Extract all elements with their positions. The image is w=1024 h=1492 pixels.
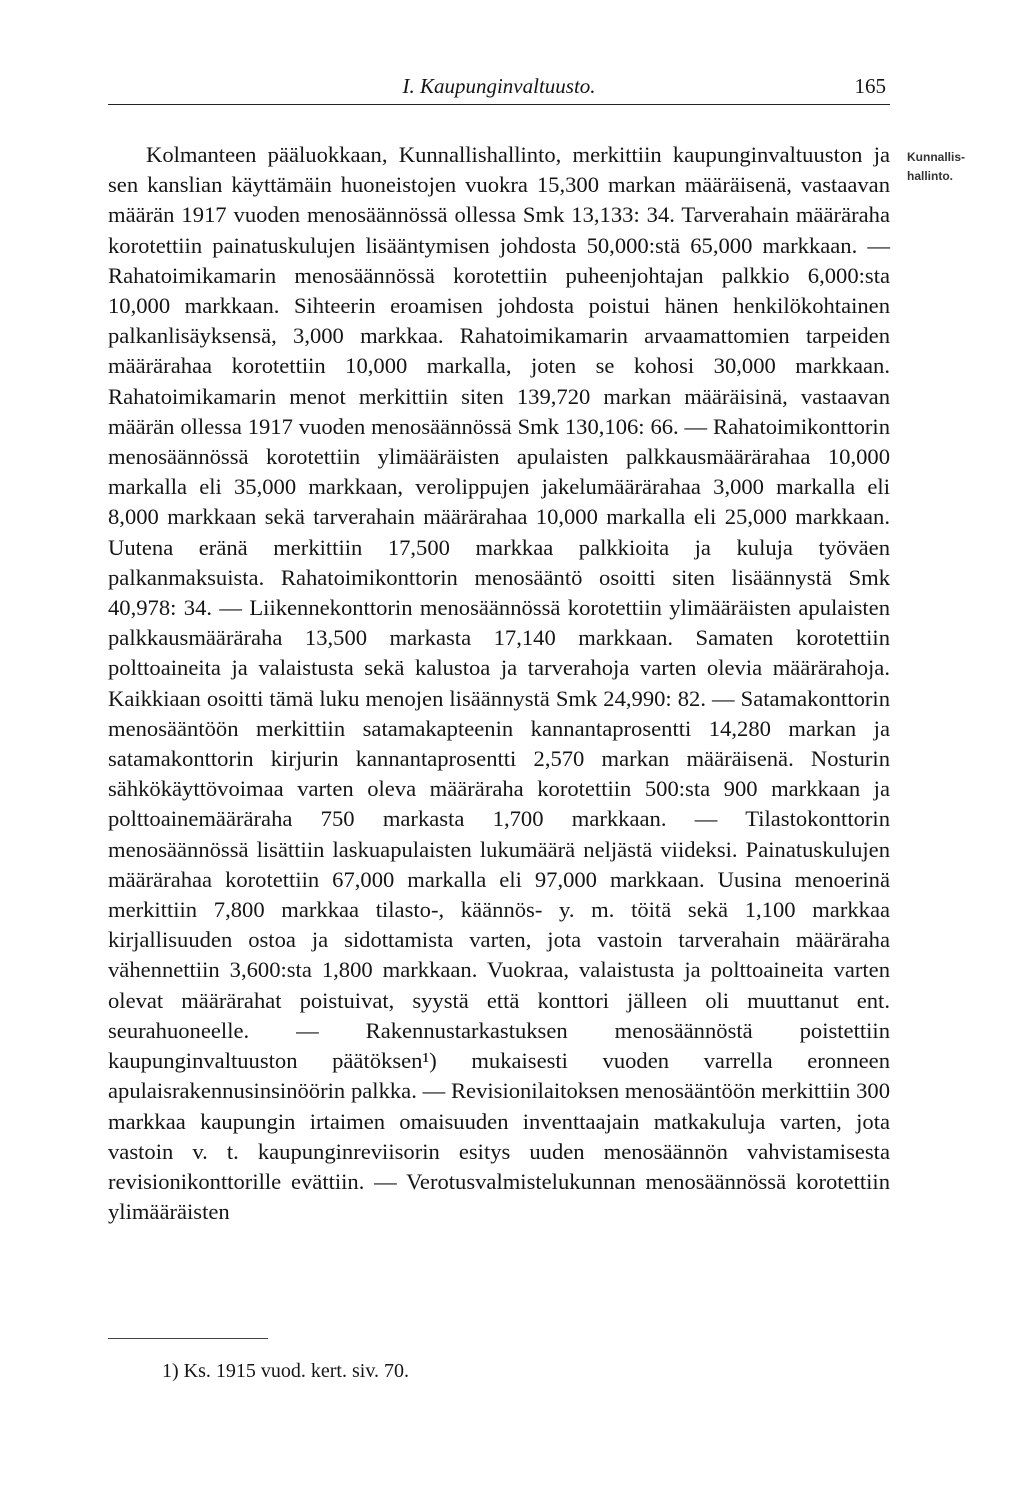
footnote-marker: 1) xyxy=(162,1360,179,1382)
footnote-text: Ks. 1915 vuod. kert. siv. 70. xyxy=(183,1360,410,1382)
margin-note-line-1: Kunnallis- xyxy=(907,150,966,164)
running-header xyxy=(108,72,890,104)
running-title: I. Kaupunginvaltuusto. xyxy=(402,74,596,98)
footnote xyxy=(162,1358,862,1384)
header-rule xyxy=(108,104,890,105)
margin-note xyxy=(907,148,1017,186)
footnote-rule xyxy=(108,1338,268,1339)
margin-note-line-2: hallinto. xyxy=(907,169,953,183)
page-number: 165 xyxy=(854,74,886,98)
body-paragraph: Kolmanteen pääluokkaan, Kunnallishallinto, merkittiin kaupunginvaltuuston ja sen kanslian käyttämäin huoneistojen vuokra 15,300 markan määräisenä, vastaavan määrän 1917 vuoden menosäännössä ollessa Smk 13,133: 34. Tarverahain määräraha korotettiin painatuskulujen lisääntymisen johdosta 50,000:stä 65,000 markkaan. — Rahatoimikamarin menosäännössä korotettiin puheenjohtajan palkkio 6,000:sta 10,000 markkaan. Sihteerin eroamisen johdosta poistui hänen henkilökohtainen palkanlisäyksensä, 3,000 markkaa. Rahatoimikamarin arvaamattomien tarpeiden määrärahaa korotettiin 10,000 markalla, joten se kohosi 30,000 markkaan. Rahatoimikamarin menot merkittiin siten 139,720 markan määräisinä, vastaavan määrän ollessa 1917 vuoden menosäännössä Smk 130,106: 66. — Rahatoimikonttorin menosäännössä korotettiin ylimääräisten apulaisten palkkausmäärärahaa 10,000 markalla eli 35,000 markkaan, verolippujen jakelumäärärahaa 3,000 markalla eli 8,000 markkaan sekä tarverahain määrärahaa 10,000 markalla eli 25,000 markkaan. Uutena eränä merkittiin 17,500 markkaa palkkioita ja kuluja työväen palkanmaksuista. Rahatoimikonttorin menosääntö osoitti siten lisäännystä Smk 40,978: 34. — Liikennekonttorin menosäännössä korotettiin ylimääräisten apulaisten palkkausmääräraha 13,500 markasta 17,140 markkaan. Samaten korotettiin polttoaineita ja valaistusta sekä kalustoa ja tarverahoja varten olevia määrärahoja. Kaikkiaan osoitti tämä luku menojen lisäännystä Smk 24,990: 82. — Satamakonttorin menosääntöön merkittiin satamakapteenin kannantaprosentti 14,280 markan ja satamakonttorin kirjurin kannantaprosentti 2,570 markan määräisenä. Nosturin sähkökäyttövoimaa varten oleva määräraha korotettiin 500:sta 900 markkaan ja polttoainemääräraha 750 markasta 1,700 markkaan. — Tilastokonttorin menosäännössä lisättiin laskuapulaisten lukumäärä neljästä viideksi. Painatuskulujen määrärahaa korotettiin 67,000 markalla eli 97,000 markkaan. Uusina menoerinä merkittiin 7,800 markkaa tilasto-, käännös- y. m. töitä sekä 1,100 markkaa kirjallisuuden ostoa ja sidottamista varten, jota vastoin tarverahain määräraha vähennettiin 3,600:sta 1,800 markkaan. Vuokraa, valaistusta ja polttoaineita varten olevat määrärahat poistuivat, syystä että konttori jälleen oli muuttanut ent. seurahuoneelle. — Rakennustarkastuksen menosäännöstä poistettiin kaupunginvaltuuston päätöksen¹) mukaisesti vuoden varrella eronneen apulaisrakennusinsinöörin palkka. — Revisionilaitoksen menosääntöön merkittiin 300 markkaa kaupungin irtaimen omaisuuden inventtaajain matkakuluja varten, jota vastoin v. t. kaupunginreviisorin esitys uuden menosäännön vahvistamisesta revisionikonttorille evättiin. — Verotusvalmistelukunnan menosäännössä korotettiin ylimääräisten xyxy=(108,142,890,1225)
